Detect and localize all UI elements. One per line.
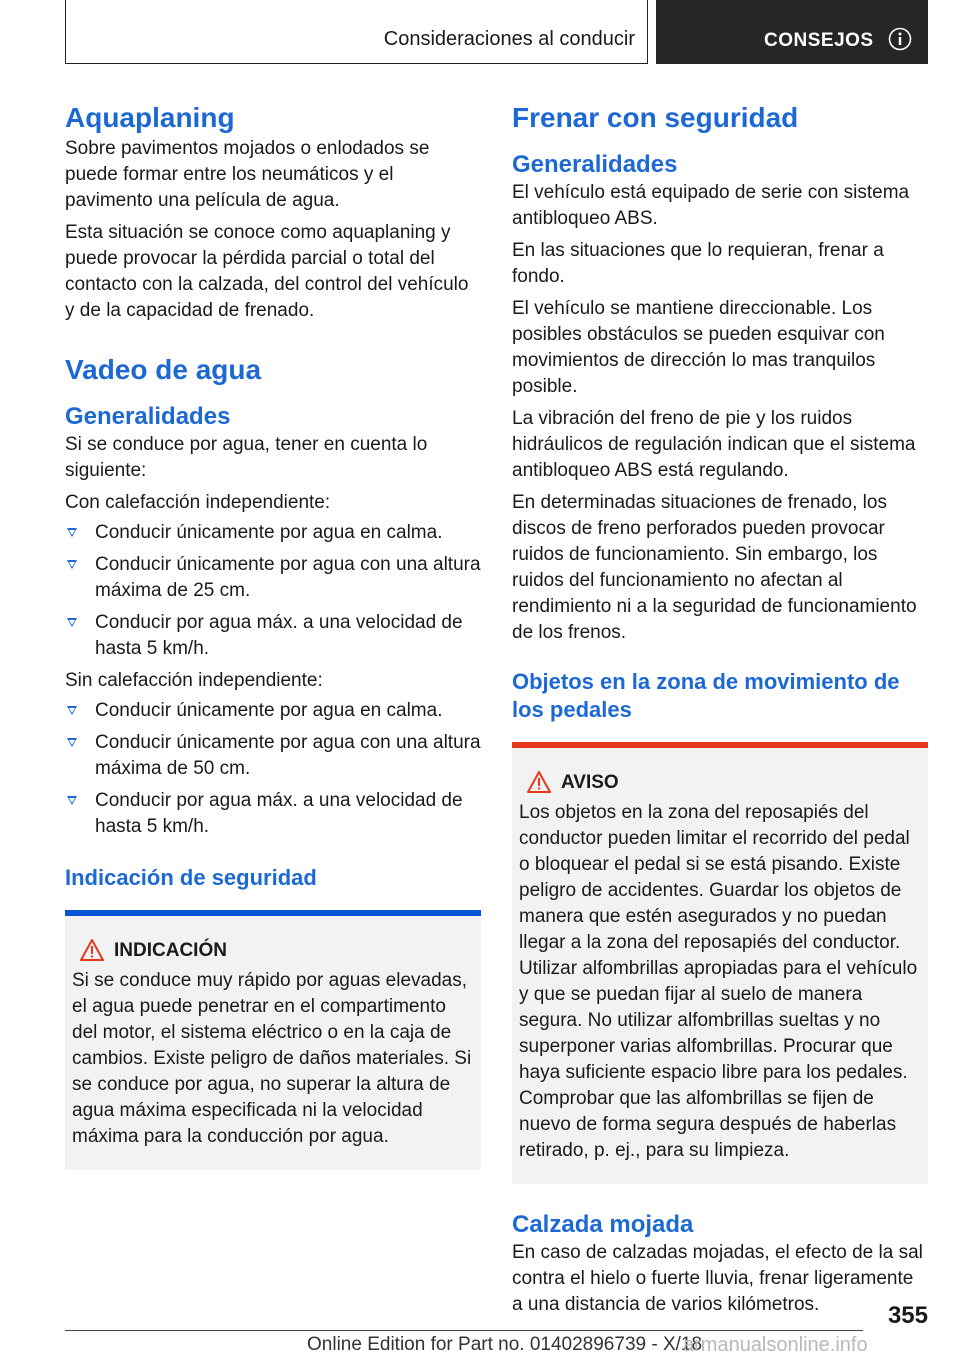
info-icon: [888, 27, 912, 51]
list-item: Conducir por agua máx. a una velocidad de hasta 5 km/h.: [65, 788, 481, 840]
vadeo-intro: Si se conduce por agua, tener en cuenta lo siguiente:: [65, 434, 428, 481]
triangle-bullet-icon: [67, 560, 77, 569]
warning-box: [512, 742, 928, 1184]
frenar-paragraph-4: La vibración del freno de pie y los ruidos hidráulicos de regulación indican que el sistema antibloqueo ABS está regulando.: [512, 408, 916, 481]
generalidades-heading-right: Generalidades: [512, 151, 678, 178]
vadeo-heading: Vadeo de agua: [65, 354, 262, 385]
aquaplaning-paragraph-1: Sobre pavimentos mojados o enlodados se puede formar entre los neumáticos y el pavimento una película de agua.: [65, 138, 430, 211]
calzada-paragraph: En caso de calzadas mojadas, el efecto de la sal contra el hielo o fuerte lluvia, frenar ligeramente a una distancia de varios kilómetros.: [512, 1242, 923, 1315]
page-header: [65, 0, 928, 64]
chapter-tab-label: CONSEJOS: [764, 30, 874, 51]
warning-triangle-icon: [80, 939, 104, 961]
list-item: Conducir por agua máx. a una velocidad de hasta 5 km/h.: [65, 610, 481, 662]
footer-divider: [65, 1330, 863, 1331]
chapter-tab[interactable]: [656, 0, 928, 64]
right-column: [512, 100, 928, 1318]
list-item: Conducir únicamente por agua en calma.: [65, 698, 481, 724]
list-item: Conducir únicamente por agua con una altura máxima de 50 cm.: [65, 730, 481, 782]
objetos-heading: Objetos en la zona de movimiento de los pedales: [512, 669, 900, 722]
note-box: [65, 910, 481, 1170]
triangle-bullet-icon: [67, 796, 77, 805]
triangle-bullet-icon: [67, 706, 77, 715]
warning-triangle-icon: [527, 771, 551, 793]
watermark-text: armanualsonline.info: [683, 1334, 868, 1356]
section-title: Consideraciones al conducir: [383, 28, 635, 50]
note-text: Si se conduce muy rápido por aguas elevadas, el agua puede penetrar en el compartimento del motor, el sistema eléctrico o en la caja de cambios. Existe peligro de daños materiales. Si se conduce por agua, no superar la altura de agua máxima especificada ni la velocidad máxima para la conducción por agua.: [72, 970, 472, 1147]
seguridad-heading: Indicación de seguridad: [65, 865, 317, 890]
list-item: Conducir únicamente por agua con una altura máxima de 25 cm.: [65, 552, 481, 604]
triangle-bullet-icon: [67, 618, 77, 627]
sin-calefaccion-label: Sin calefacción independiente:: [65, 670, 323, 691]
generalidades-heading: Generalidades: [65, 403, 231, 430]
aquaplaning-heading: Aquaplaning: [65, 102, 235, 133]
frenar-paragraph-2: En las situaciones que lo requieran, frenar a fondo.: [512, 240, 884, 287]
frenar-paragraph-1: El vehículo está equipado de serie con sistema antibloqueo ABS.: [512, 182, 910, 229]
frenar-paragraph-5: En determinadas situaciones de frenado, los discos de freno perforados pueden provocar ruidos de funcionamiento. Sin embargo, los ruidos del funcionamiento no afectan al rendimiento ni a la seguridad de funcionamiento de los frenos.: [512, 492, 917, 643]
calzada-heading: Calzada mojada: [512, 1211, 694, 1238]
frenar-heading: Frenar con seguridad: [512, 102, 799, 133]
con-calefaccion-label: Con calefacción independiente:: [65, 492, 331, 513]
warning-text: Los objetos en la zona del reposapiés del conductor pueden limitar el recorrido del pedal o bloquear el pedal si se está pisando. Existe peligro de accidentes. Guardar los objetos de manera que estén asegurados y no puedan llegar a la zona del reposapiés del conductor. Utilizar alfombrillas apropiadas para el vehículo y que se puedan fijar al suelo de manera segura. No utilizar alfombrillas sueltas y no superponer varias alfombrillas. Procurar que haya suficiente espacio libre para los pedales. Comprobar que las alfombrillas se fijen de nuevo de forma segura después de haberlas retirado, p. ej., para su limpieza.: [519, 802, 918, 1161]
triangle-bullet-icon: [67, 738, 77, 747]
aquaplaning-paragraph-2: Esta situación se conoce como aquaplaning y puede provocar la pérdida parcial o total del contacto con la calzada, del control del vehículo y de la capacidad de frenado.: [65, 222, 469, 321]
section-title-box: [65, 0, 648, 64]
note-title: INDICACIÓN: [72, 938, 474, 964]
sin-calefaccion-list: [65, 698, 481, 840]
frenar-paragraph-3: El vehículo se mantiene direccionable. Los posibles obstáculos se pueden esquivar con movimientos de dirección lo mas tranquilos posible.: [512, 298, 885, 397]
triangle-bullet-icon: [67, 528, 77, 537]
con-calefaccion-list: [65, 520, 481, 662]
edition-text: Online Edition for Part no. 01402896739 - X/18: [307, 1334, 703, 1355]
warning-title: AVISO: [519, 770, 921, 796]
list-item: Conducir únicamente por agua en calma.: [65, 520, 481, 546]
left-column: [65, 100, 481, 1170]
page-number: 355: [887, 1302, 928, 1329]
